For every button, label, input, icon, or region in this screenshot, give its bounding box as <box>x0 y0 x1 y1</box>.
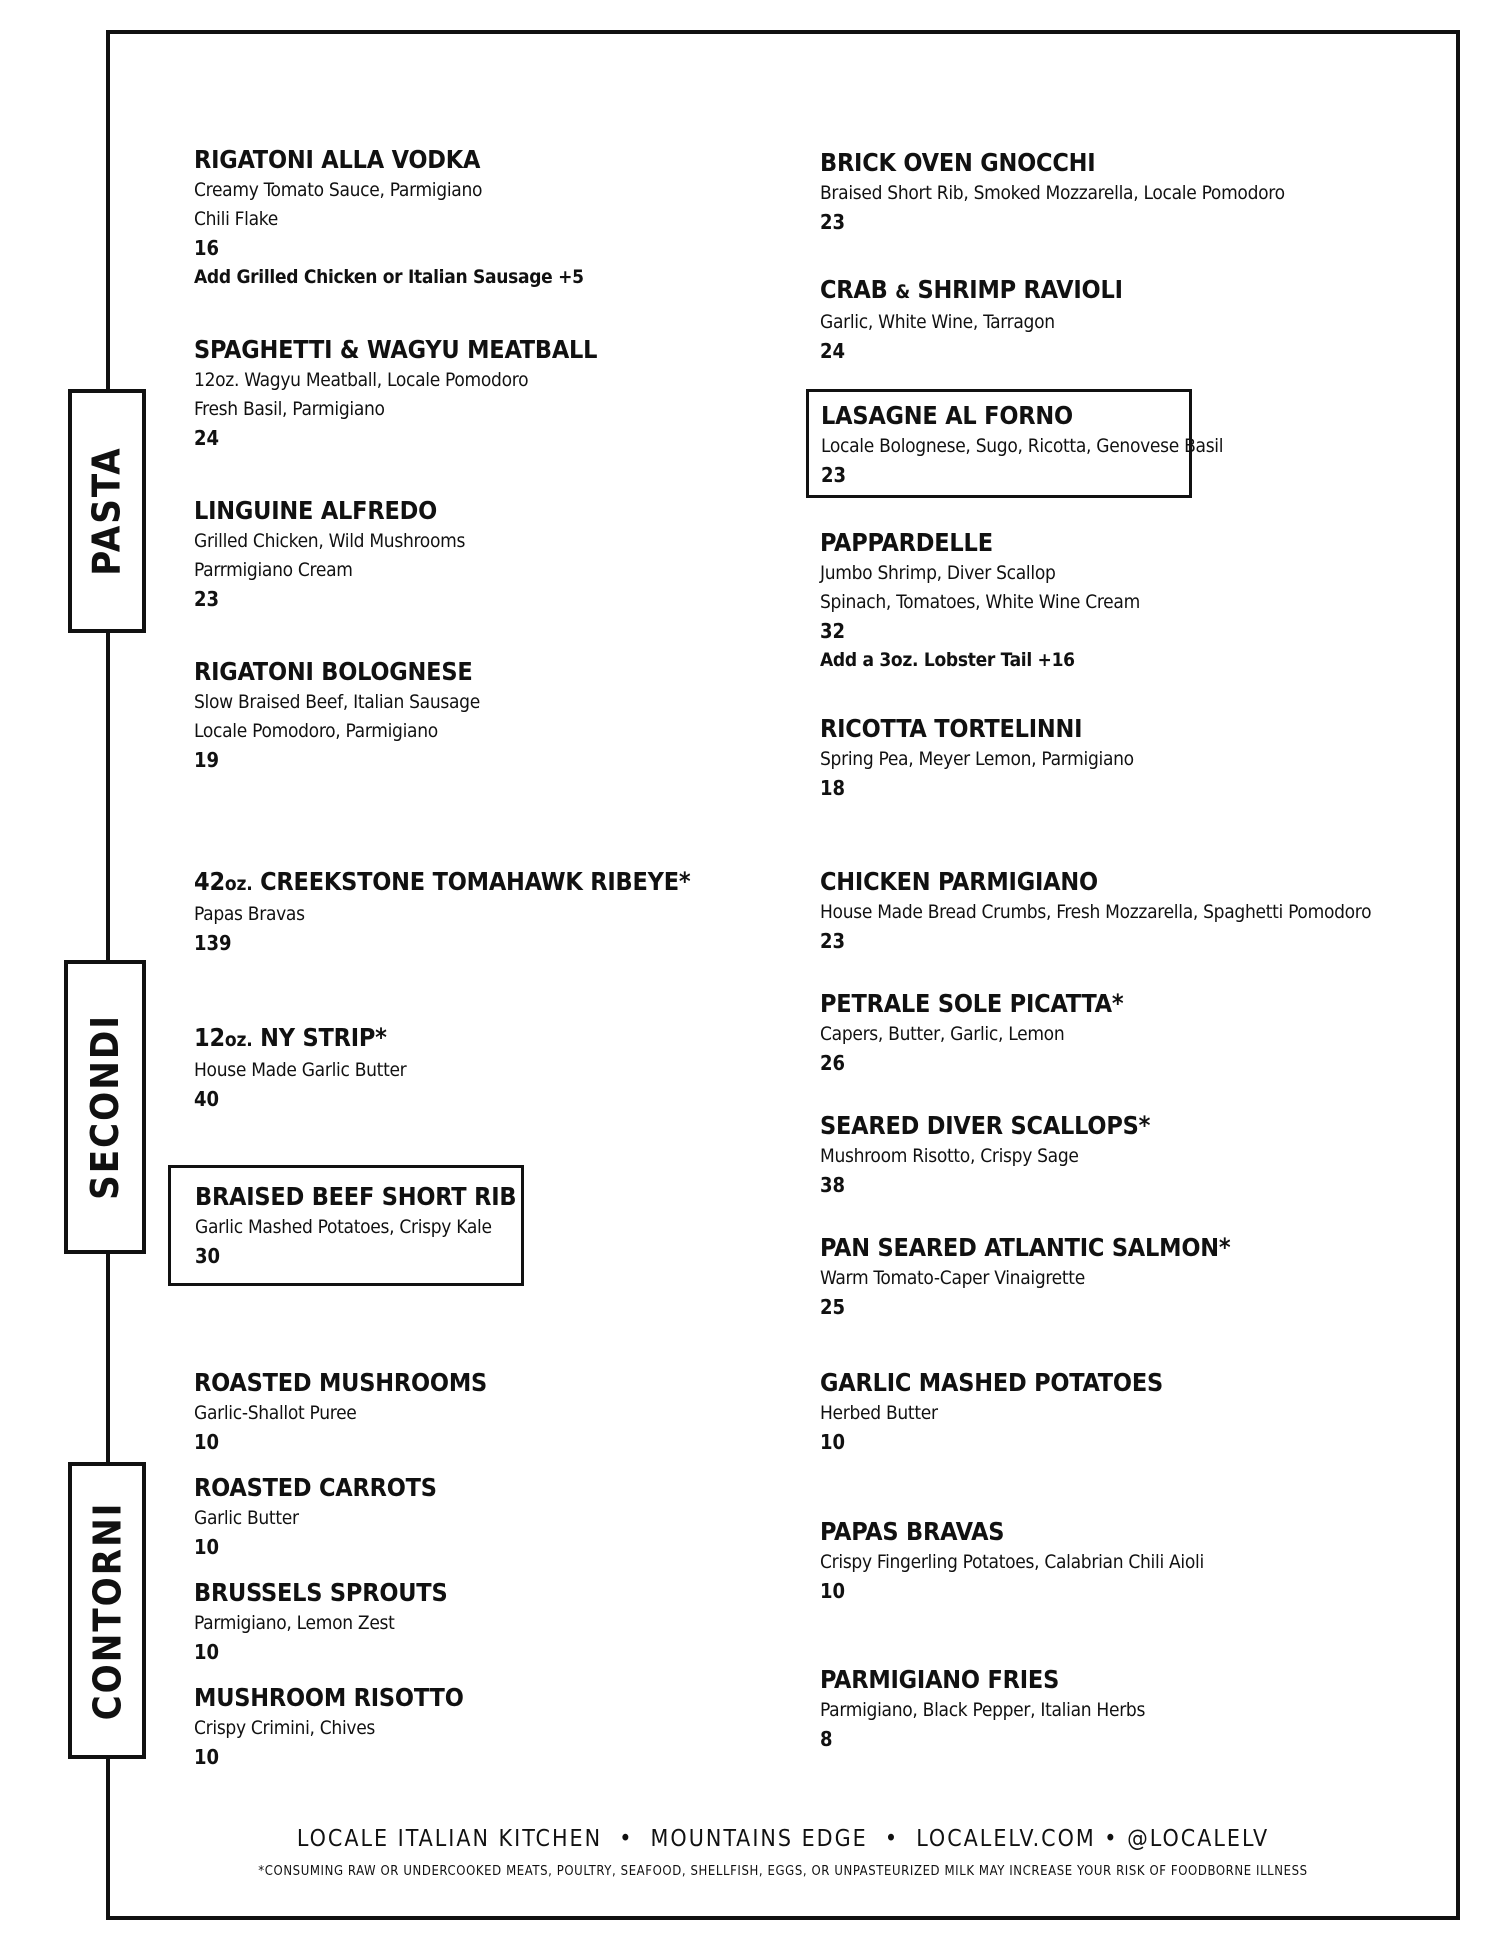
item-price: 10 <box>194 1745 220 1769</box>
item-name: LINGUINE ALFREDO <box>194 496 438 525</box>
menu-item-chicken-parmigiano <box>820 866 1371 956</box>
section-tab-pasta <box>68 389 146 633</box>
menu-item-seared-diver-scallops <box>820 1110 1150 1200</box>
item-description: Locale Pomodoro, Parmigiano <box>194 720 438 742</box>
menu-item-papas-bravas <box>820 1516 1204 1606</box>
item-description: Parmigiano, Lemon Zest <box>194 1612 395 1634</box>
menu-item-spaghetti-wagyu-meatball <box>194 334 597 453</box>
item-price: 24 <box>820 339 846 363</box>
item-price: 10 <box>194 1640 220 1664</box>
item-description: Chili Flake <box>194 208 278 230</box>
item-price: 24 <box>194 426 220 450</box>
menu-item-crab-shrimp-ravioli <box>820 274 1123 366</box>
item-name: ROASTED CARROTS <box>194 1473 437 1502</box>
item-name-part: CREEKSTONE TOMAHAWK RIBEYE* <box>260 867 691 896</box>
item-price: 38 <box>820 1173 846 1197</box>
item-description: Braised Short Rib, Smoked Mozzarella, Locale Pomodoro <box>820 182 1285 204</box>
item-name-part: 12 <box>194 1023 225 1052</box>
item-description: House Made Garlic Butter <box>194 1059 407 1081</box>
item-addon: Add a 3oz. Lobster Tail +16 <box>820 649 1075 671</box>
item-name-unit: oz. <box>224 1029 253 1051</box>
item-price: 23 <box>820 929 846 953</box>
menu-item-roasted-mushrooms <box>194 1367 487 1457</box>
item-price: 32 <box>820 619 846 643</box>
item-description: Spring Pea, Meyer Lemon, Parmigiano <box>820 748 1134 770</box>
menu-item-lasagne-al-forno <box>806 389 1224 498</box>
item-name: RIGATONI ALLA VODKA <box>194 145 481 174</box>
item-name <box>820 274 1123 308</box>
item-description: Warm Tomato-Caper Vinaigrette <box>820 1267 1085 1289</box>
menu-item-petrale-sole-picatta <box>820 988 1123 1078</box>
item-description: Crispy Crimini, Chives <box>194 1717 376 1739</box>
item-name: MUSHROOM RISOTTO <box>194 1683 464 1712</box>
item-price: 8 <box>820 1727 833 1751</box>
item-price: 26 <box>820 1051 846 1075</box>
item-description: Mushroom Risotto, Crispy Sage <box>820 1145 1079 1167</box>
item-addon: Add Grilled Chicken or Italian Sausage +5 <box>194 266 584 288</box>
menu-item-mushroom-risotto <box>194 1682 464 1772</box>
item-price: 23 <box>194 587 220 611</box>
item-name: GARLIC MASHED POTATOES <box>820 1368 1163 1397</box>
item-price: 30 <box>195 1244 221 1268</box>
menu-item-pappardelle <box>820 527 1140 675</box>
section-label-secondi: SECONDI <box>83 1014 127 1200</box>
item-description: Grilled Chicken, Wild Mushrooms <box>194 530 466 552</box>
item-description: Herbed Butter <box>820 1402 938 1424</box>
item-description: Papas Bravas <box>194 903 305 925</box>
item-name: BRICK OVEN GNOCCHI <box>820 148 1096 177</box>
menu-item-garlic-mashed-potatoes <box>820 1367 1163 1457</box>
item-description: Spinach, Tomatoes, White Wine Cream <box>820 591 1140 613</box>
menu-item-atlantic-salmon <box>820 1232 1230 1322</box>
menu-item-parmigiano-fries <box>820 1664 1145 1754</box>
item-price: 139 <box>194 931 232 955</box>
item-price: 10 <box>820 1430 846 1454</box>
item-description: Slow Braised Beef, Italian Sausage <box>194 691 480 713</box>
section-tab-contorni <box>68 1462 146 1759</box>
item-price: 19 <box>194 748 220 772</box>
menu-item-rigatoni-alla-vodka <box>194 144 584 292</box>
item-name: LASAGNE AL FORNO <box>821 401 1073 430</box>
item-name: RICOTTA TORTELINNI <box>820 714 1083 743</box>
item-description: Garlic, White Wine, Tarragon <box>820 311 1055 333</box>
item-description: Garlic-Shallot Puree <box>194 1402 357 1424</box>
menu-item-brick-oven-gnocchi <box>820 147 1285 237</box>
item-description: Parmigiano, Black Pepper, Italian Herbs <box>820 1699 1146 1721</box>
item-description: 12oz. Wagyu Meatball, Locale Pomodoro <box>194 369 529 391</box>
item-name: BRAISED BEEF SHORT RIB <box>195 1182 517 1211</box>
item-description: Crispy Fingerling Potatoes, Calabrian Chili Aioli <box>820 1551 1204 1573</box>
menu-item-ny-strip <box>194 1022 406 1114</box>
item-name: ROASTED MUSHROOMS <box>194 1368 487 1397</box>
item-name-part: 42 <box>194 867 225 896</box>
item-description: Jumbo Shrimp, Diver Scallop <box>820 562 1056 584</box>
menu-item-linguine-alfredo <box>194 495 465 614</box>
item-price: 10 <box>820 1579 846 1603</box>
item-name: RIGATONI BOLOGNESE <box>194 657 473 686</box>
item-price: 25 <box>820 1295 846 1319</box>
item-description: Creamy Tomato Sauce, Parmigiano <box>194 179 483 201</box>
item-name: BRUSSELS SPROUTS <box>194 1578 448 1607</box>
item-name: PETRALE SOLE PICATTA* <box>820 989 1124 1018</box>
item-name: PAPAS BRAVAS <box>820 1517 1005 1546</box>
item-description: Parrmigiano Cream <box>194 559 353 581</box>
item-description: Capers, Butter, Garlic, Lemon <box>820 1023 1065 1045</box>
section-tab-secondi <box>64 960 146 1254</box>
item-name: PARMIGIANO FRIES <box>820 1665 1060 1694</box>
item-name-ampersand: & <box>895 281 910 303</box>
section-label-contorni: CONTORNI <box>85 1501 130 1720</box>
menu-item-brussels-sprouts <box>194 1577 447 1667</box>
footer-disclaimer: *CONSUMING RAW OR UNDERCOOKED MEATS, POULTRY, SEAFOOD, SHELLFISH, EGGS, OR UNPASTEURIZED MILK MAY INCREASE YOUR RISK OF FOODBORNE ILLNESS <box>258 1864 1308 1879</box>
item-price: 40 <box>194 1087 220 1111</box>
menu-item-braised-beef-short-rib <box>168 1165 524 1286</box>
item-name-unit: oz. <box>224 873 253 895</box>
footer-restaurant-info: LOCALE ITALIAN KITCHEN • MOUNTAINS EDGE • LOCALELV.COM • @LOCALELV <box>296 1826 1270 1852</box>
item-name: SPAGHETTI & WAGYU MEATBALL <box>194 335 598 364</box>
item-price: 10 <box>194 1535 220 1559</box>
item-price: 23 <box>820 210 846 234</box>
item-price: 18 <box>820 776 846 800</box>
item-name-part: CRAB <box>820 275 888 304</box>
item-description: Locale Bolognese, Sugo, Ricotta, Genovese Basil <box>821 435 1224 457</box>
item-name: PAN SEARED ATLANTIC SALMON* <box>820 1233 1231 1262</box>
menu-item-rigatoni-bolognese <box>194 656 480 775</box>
item-name <box>194 866 690 900</box>
item-name-part: SHRIMP RAVIOLI <box>917 275 1123 304</box>
item-name: PAPPARDELLE <box>820 528 993 557</box>
item-description: Fresh Basil, Parmigiano <box>194 398 385 420</box>
item-name: SEARED DIVER SCALLOPS* <box>820 1111 1151 1140</box>
item-description: Garlic Mashed Potatoes, Crispy Kale <box>195 1216 492 1238</box>
item-price: 10 <box>194 1430 220 1454</box>
item-name <box>194 1022 406 1056</box>
menu-item-roasted-carrots <box>194 1472 437 1562</box>
item-price: 16 <box>194 236 220 260</box>
section-label-pasta: PASTA <box>85 446 130 576</box>
item-description: House Made Bread Crumbs, Fresh Mozzarella, Spaghetti Pomodoro <box>820 901 1372 923</box>
item-name-part: NY STRIP* <box>260 1023 387 1052</box>
item-name: CHICKEN PARMIGIANO <box>820 867 1098 896</box>
item-description: Garlic Butter <box>194 1507 299 1529</box>
item-price: 23 <box>821 463 847 487</box>
menu-item-ricotta-tortelinni <box>820 713 1134 803</box>
menu-item-tomahawk-ribeye <box>194 866 690 958</box>
